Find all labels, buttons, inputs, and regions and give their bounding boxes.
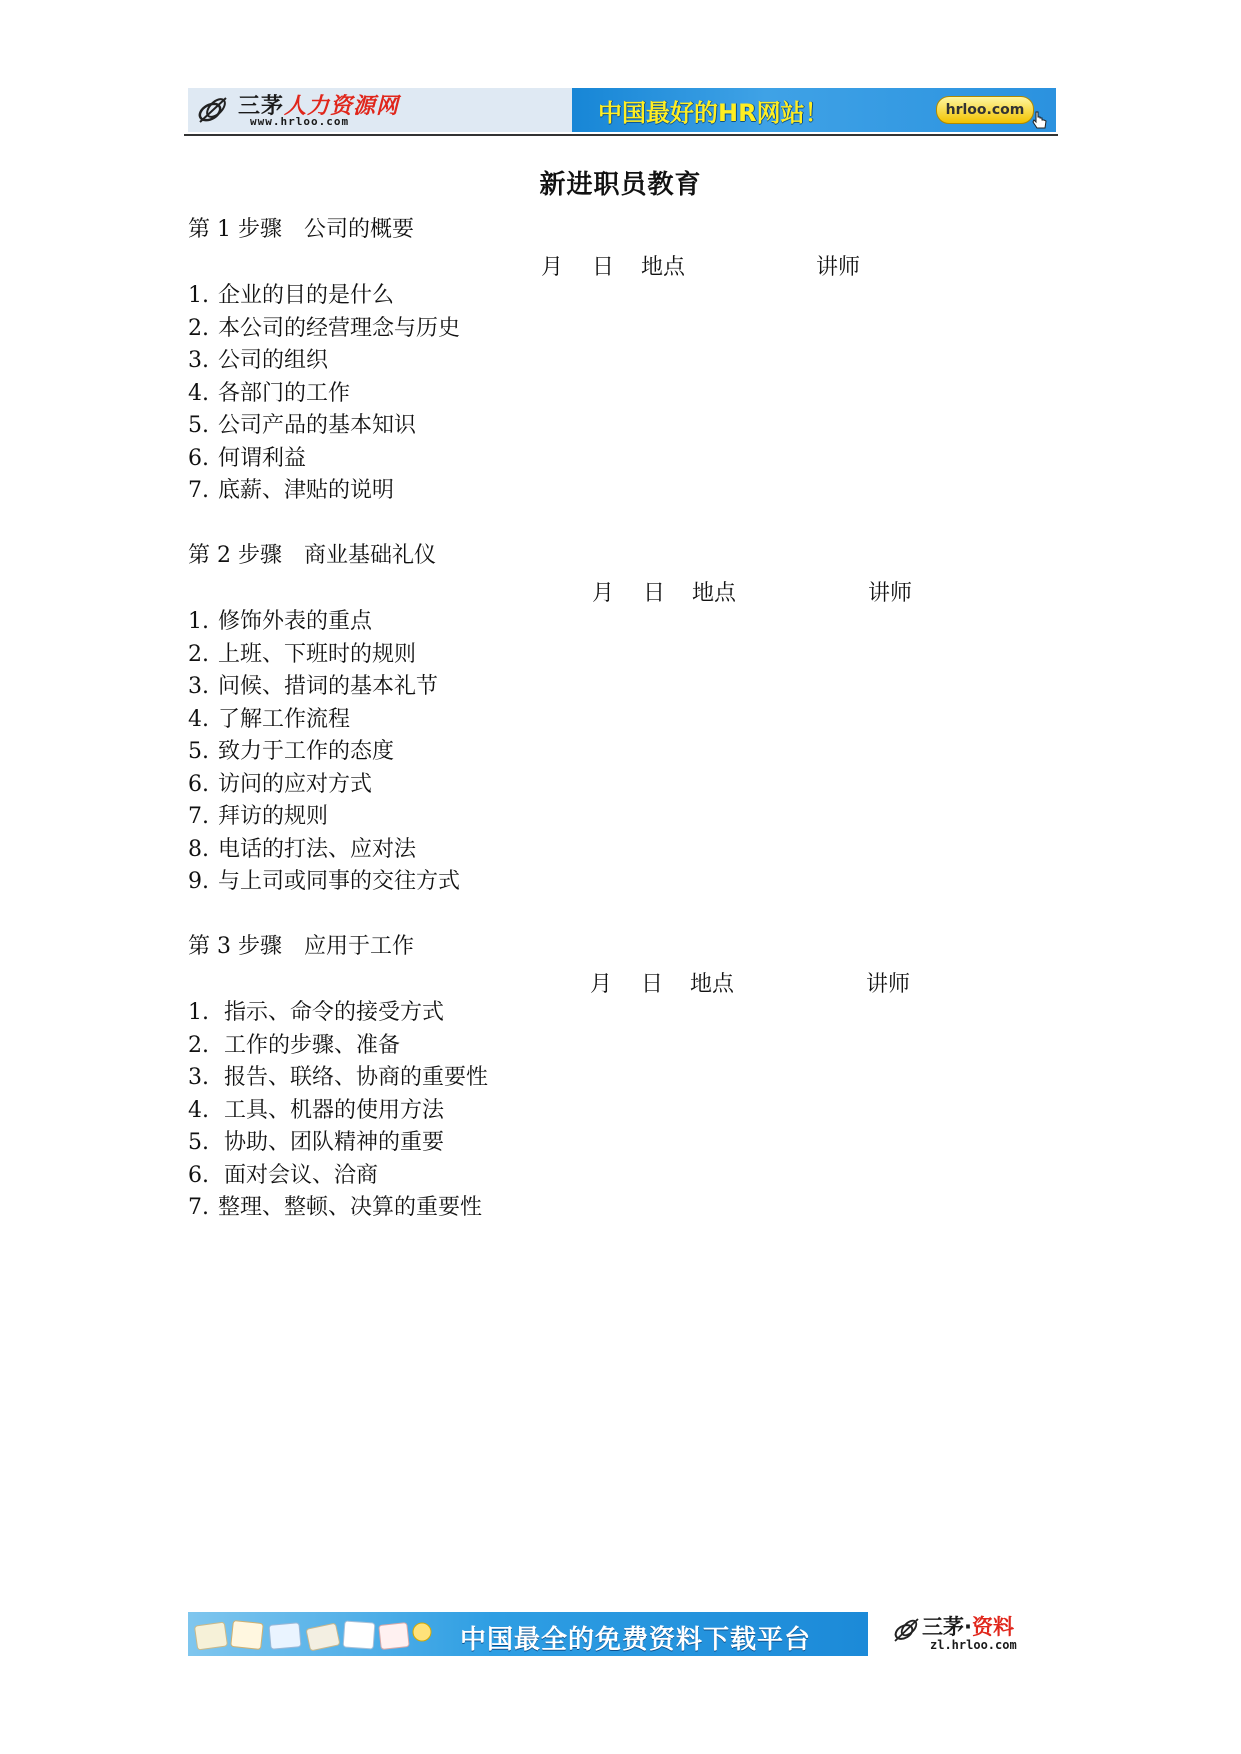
list-item: 7. 底薪、津贴的说明 bbox=[188, 478, 395, 503]
header-slogan: 中国最好的HR网站！ bbox=[598, 99, 829, 127]
step-heading: 第 2 步骤 商业基础礼仪 bbox=[188, 543, 436, 568]
list-item: 4. 各部门的工作 bbox=[188, 381, 351, 406]
footer-slogan: 中国最全的免费资料下载平台 bbox=[460, 1625, 812, 1655]
list-item: 3. 报告、联络、协商的重要性 bbox=[188, 1065, 489, 1090]
list-item: 2. 本公司的经营理念与历史 bbox=[188, 316, 461, 341]
header-rule bbox=[184, 134, 1058, 136]
brand-red-text: 资料 bbox=[971, 1615, 1014, 1639]
pointer-hand-icon bbox=[1030, 110, 1050, 130]
footer-logo[interactable] bbox=[892, 1610, 1042, 1658]
document-cards-icon bbox=[192, 1616, 442, 1654]
document-title: 新进职员教育 bbox=[539, 170, 702, 200]
list-item: 2. 工作的步骤、准备 bbox=[188, 1033, 401, 1058]
step-heading: 第 3 步骤 应用于工作 bbox=[188, 934, 414, 959]
list-item: 1. 指示、命令的接受方式 bbox=[188, 1000, 445, 1025]
list-item: 7. 整理、整顿、决算的重要性 bbox=[188, 1195, 483, 1220]
header-logo-area bbox=[188, 88, 572, 132]
list-item: 3. 公司的组织 bbox=[188, 348, 329, 373]
list-item: 5. 致力于工作的态度 bbox=[188, 739, 395, 764]
month-label: 月 bbox=[541, 255, 564, 280]
place-label: 地点 bbox=[692, 581, 737, 606]
lecturer-label: 讲师 bbox=[866, 972, 911, 997]
header-url: www.hrloo.com bbox=[250, 115, 350, 128]
brand-black-text: 三茅 bbox=[238, 94, 285, 119]
brand-black-text: 三茅· bbox=[922, 1615, 972, 1639]
lecturer-label: 讲师 bbox=[868, 581, 913, 606]
list-item: 7. 拜访的规则 bbox=[188, 804, 329, 829]
day-label: 日 bbox=[643, 581, 666, 606]
step-heading: 第 1 步骤 公司的概要 bbox=[188, 217, 414, 242]
list-item: 2. 上班、下班时的规则 bbox=[188, 642, 417, 667]
list-item: 4. 了解工作流程 bbox=[188, 707, 351, 732]
footer-url: zl.hrloo.com bbox=[930, 1638, 1017, 1652]
lecturer-label: 讲师 bbox=[816, 255, 861, 280]
place-label: 地点 bbox=[641, 255, 686, 280]
sanmao-logo-icon bbox=[892, 1616, 922, 1644]
footer-brand bbox=[922, 1611, 1014, 1641]
sanmao-logo-icon bbox=[196, 94, 232, 126]
month-label: 月 bbox=[590, 972, 613, 997]
place-label: 地点 bbox=[690, 972, 735, 997]
brand-red-text: 人力资源网 bbox=[284, 94, 400, 119]
list-item: 1. 企业的目的是什么 bbox=[188, 283, 395, 308]
footer-banner[interactable] bbox=[188, 1612, 868, 1656]
list-item: 5. 公司产品的基本知识 bbox=[188, 413, 417, 438]
list-item: 4. 工具、机器的使用方法 bbox=[188, 1098, 445, 1123]
list-item: 9. 与上司或同事的交往方式 bbox=[188, 869, 461, 894]
header-banner[interactable] bbox=[188, 88, 1056, 132]
list-item: 6. 访问的应对方式 bbox=[188, 772, 373, 797]
month-label: 月 bbox=[592, 581, 615, 606]
list-item: 1. 修饰外表的重点 bbox=[188, 609, 373, 634]
list-item: 5. 协助、团队精神的重要 bbox=[188, 1130, 445, 1155]
list-item: 6. 面对会议、洽商 bbox=[188, 1163, 379, 1188]
day-label: 日 bbox=[641, 972, 664, 997]
list-item: 8. 电话的打法、应对法 bbox=[188, 837, 417, 862]
header-site-button[interactable]: hrloo.com bbox=[936, 96, 1034, 124]
list-item: 6. 何谓利益 bbox=[188, 446, 307, 471]
list-item: 3. 问候、措词的基本礼节 bbox=[188, 674, 439, 699]
day-label: 日 bbox=[592, 255, 615, 280]
header-slogan-area bbox=[572, 88, 1056, 132]
